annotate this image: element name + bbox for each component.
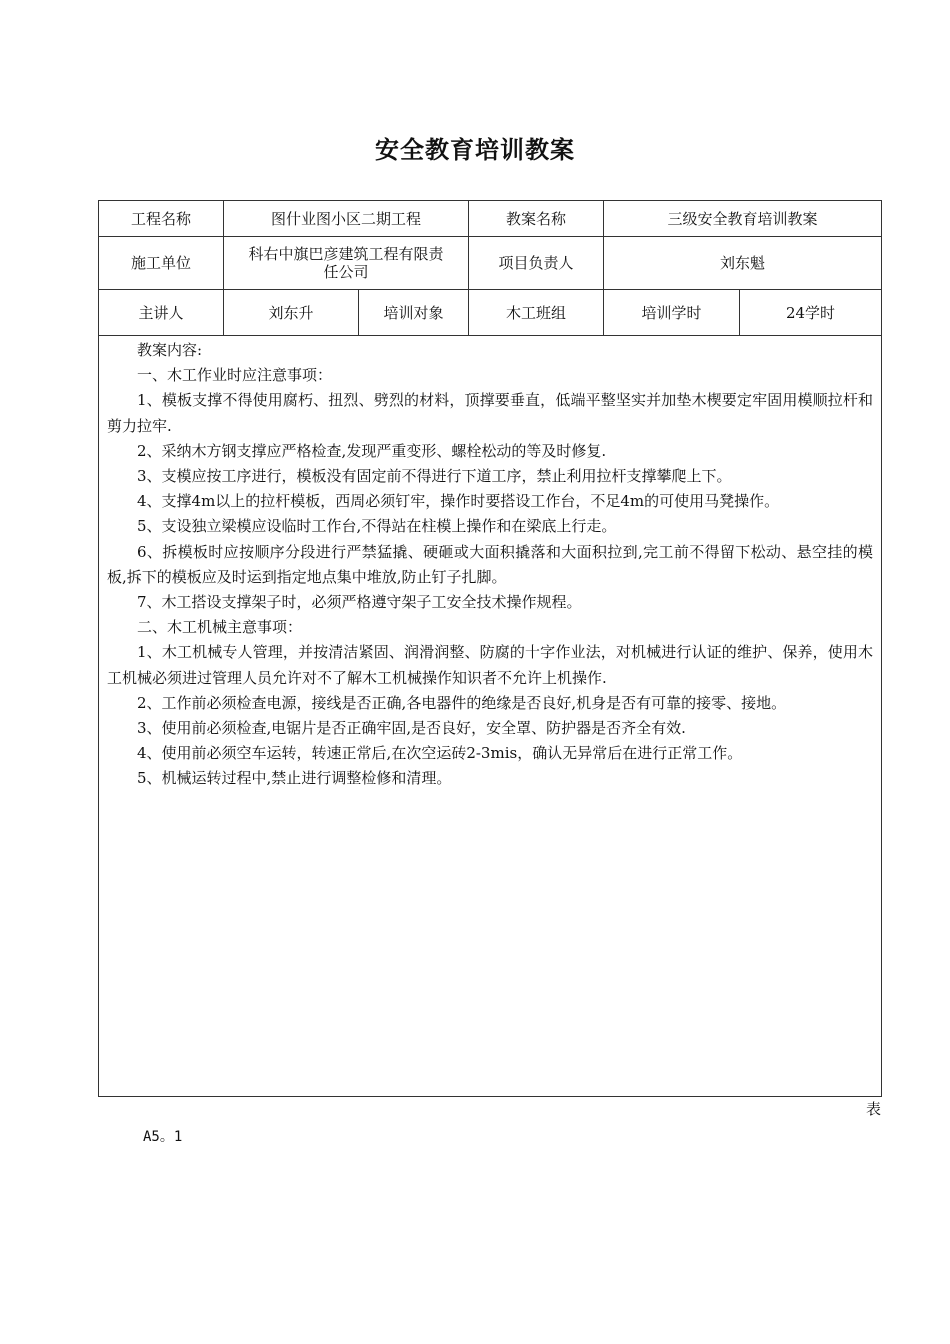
plan-name-value: 三级安全教育培训教案	[604, 201, 882, 237]
project-name-value: 图什业图小区二期工程	[224, 201, 469, 237]
hours-value: 24学时	[740, 290, 882, 336]
section-1-item: 3、支模应按工序进行，模板没有固定前不得进行下道工序，禁止利用拉杆支撑攀爬上下。	[137, 467, 732, 486]
section-1-item: 7、木工搭设支撑架子时，必须严格遵守架子工安全技术操作规程。	[137, 593, 582, 612]
table-row	[99, 336, 882, 1097]
plan-content	[99, 336, 882, 1097]
table-suffix-label: 表	[866, 1100, 882, 1118]
table-row	[99, 290, 882, 336]
table-row	[99, 201, 882, 237]
content-heading: 教案内容:	[137, 341, 203, 359]
section-1-item: 2、采纳木方钢支撑应严格检查,发现严重变形、螺栓松动的等及时修复.	[137, 441, 607, 460]
hours-label: 培训学时	[604, 290, 740, 336]
table-row	[99, 237, 882, 290]
project-name-label: 工程名称	[99, 201, 224, 237]
section-1-title: 一、木工作业时应注意事项：	[137, 366, 333, 385]
training-plan-table	[98, 200, 882, 1097]
section-1-item: 1、模板支撑不得使用腐朽、扭烈、劈烈的材料，顶撑要垂直，低端平整坚实并加垫木楔要定牢固用模顺拉杆和剪力拉牢.	[107, 391, 874, 435]
section-2-title: 二、木工机械主意事项：	[137, 618, 303, 637]
contractor-value: 科右中旗巴彦建筑工程有限责任公司	[224, 237, 469, 290]
manager-label: 项目负责人	[469, 237, 604, 290]
section-1-item: 4、支撑4m以上的拉杆模板，西周必须钉牢，操作时要搭设工作台，不足4m的可使用马凳操作。	[137, 492, 780, 511]
section-1-item: 5、支设独立梁模应设临时工作台,不得站在柱模上操作和在梁底上行走。	[137, 517, 617, 536]
speaker-label: 主讲人	[99, 290, 224, 336]
section-2-item: 2、工作前必须检查电源，接线是否正确,各电器件的绝缘是否良好,机身是否有可靠的接零、接地。	[137, 693, 787, 712]
document-title: 安全教育培训教案	[375, 135, 575, 164]
section-1-item: 6、拆模板时应按顺序分段进行严禁猛撬、硬砸或大面积撬落和大面积拉到,完工前不得留下松动、悬空挂的模板,拆下的模板应及时运到指定地点集中堆放,防止钉子扎脚。	[107, 542, 874, 586]
section-2-item: 1、木工机械专人管理，并按清洁紧固、润滑润整、防腐的十字作业法，对机械进行认证的维护、保养，使用木工机械必须进过管理人员允许对不了解木工机械操作知识者不允许上机操作.	[107, 643, 874, 687]
section-2-item: 4、使用前必须空车运转，转速正常后,在次空运砖2-3mis，确认无异常后在进行正常工作。	[137, 744, 743, 763]
speaker-value: 刘东升	[224, 290, 359, 336]
section-2-item: 5、机械运转过程中,禁止进行调整检修和清理。	[137, 769, 452, 788]
audience-value: 木工班组	[469, 290, 604, 336]
manager-value: 刘东魁	[604, 237, 882, 290]
contractor-label: 施工单位	[99, 237, 224, 290]
plan-name-label: 教案名称	[469, 201, 604, 237]
audience-label: 培训对象	[359, 290, 469, 336]
section-2-item: 3、使用前必须检查,电锯片是否正确牢固,是否良好，安全罩、防护器是否齐全有效.	[137, 719, 686, 738]
form-code: A5。1	[143, 1129, 183, 1145]
